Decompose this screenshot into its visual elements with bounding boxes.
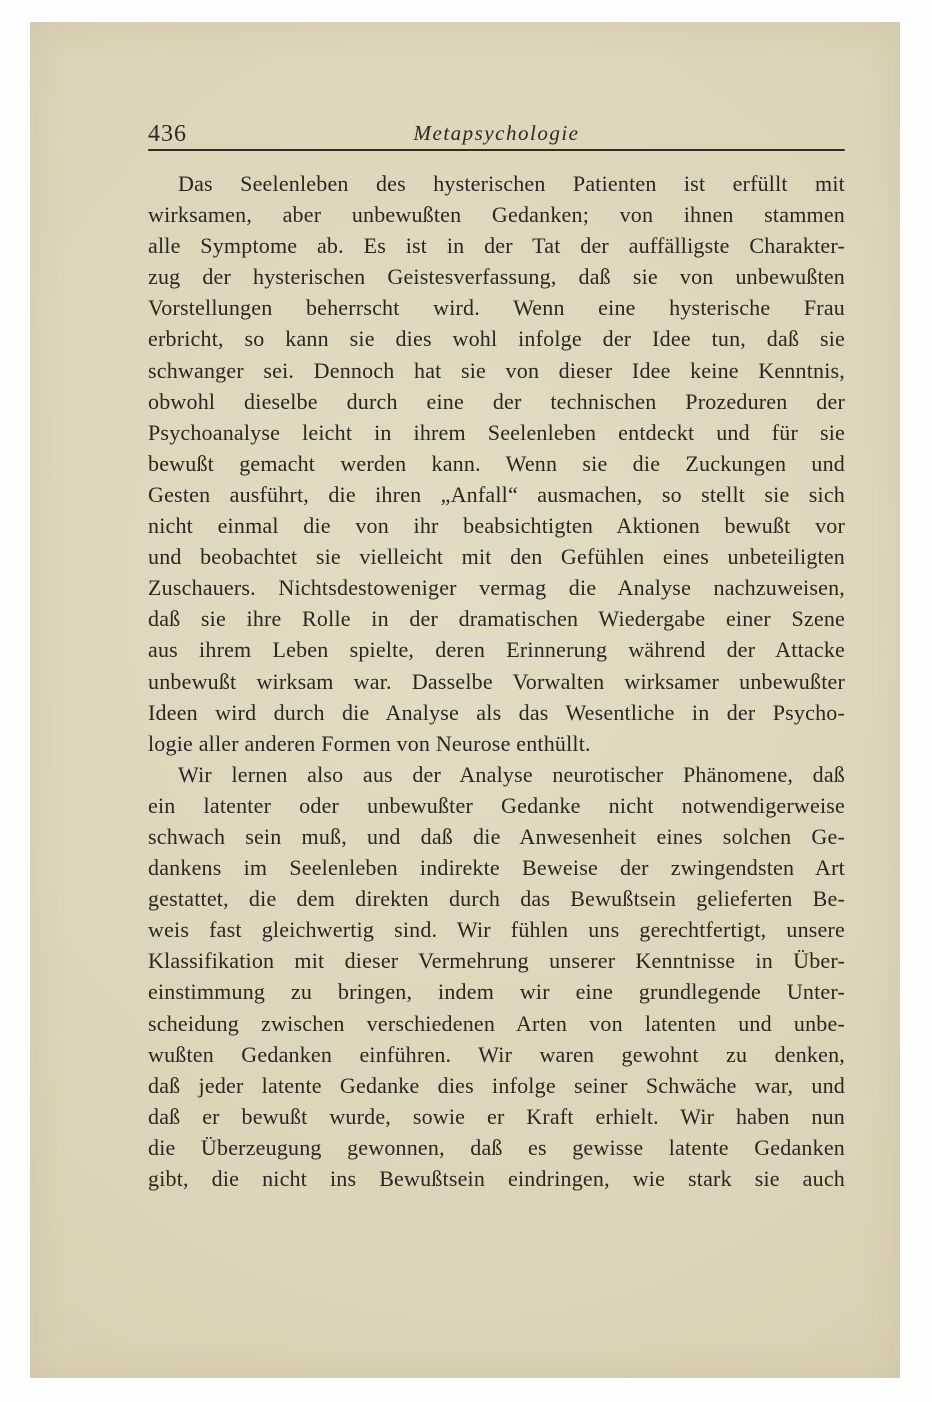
text-line: wirksamen, aber unbewußten Gedanken; von ihnen stammen: [148, 202, 845, 228]
text-line: scheidung zwischen verschiedenen Arten von latenten und unbe-: [148, 1010, 845, 1036]
text-line: obwohl dieselbe durch eine der technischen Prozeduren der: [148, 388, 845, 414]
text-line: schwanger sei. Dennoch hat sie von dieser Idee keine Kenntnis,: [148, 357, 845, 383]
text-line: wußten Gedanken einführen. Wir waren gewohnt zu denken,: [148, 1041, 845, 1067]
text-line: schwach sein muß, und daß die Anwesenheit eines solchen Ge-: [148, 823, 845, 849]
running-header: Metapsychologie: [413, 121, 580, 145]
page-header: [148, 110, 845, 148]
text-line: gibt, die nicht ins Bewußtsein eindringen, wie stark sie auch: [148, 1166, 845, 1191]
text-line: Zuschauers. Nichtsdestoweniger vermag die Analyse nachzuweisen,: [148, 575, 845, 601]
page-number: 436: [148, 121, 187, 147]
body-text: [148, 168, 845, 1194]
text-line: bewußt gemacht werden kann. Wenn sie die Zuckungen und: [148, 450, 845, 476]
text-line: Vorstellungen beherrscht wird. Wenn eine hysterische Frau: [148, 295, 845, 321]
text-line: Wir lernen also aus der Analyse neurotischer Phänomene, daß: [178, 761, 845, 787]
text-line: aus ihrem Leben spielte, deren Erinnerung während der Attacke: [148, 637, 845, 663]
text-line: Gesten ausführt, die ihren „Anfall“ ausmachen, so stellt sie sich: [148, 481, 845, 507]
text-line: einstimmung zu bringen, indem wir eine grundlegende Unter-: [148, 979, 845, 1005]
text-line: daß sie ihre Rolle in der dramatischen Wiedergabe einer Szene: [148, 606, 845, 632]
text-line: gestattet, die dem direkten durch das Bewußtsein gelieferten Be-: [148, 886, 845, 912]
text-line: ein latenter oder unbewußter Gedanke nicht notwendigerweise: [148, 792, 845, 818]
text-line: Ideen wird durch die Analyse als das Wesentliche in der Psycho-: [148, 699, 845, 725]
text-line: dankens im Seelenleben indirekte Beweise der zwingendsten Art: [148, 855, 845, 881]
text-line: weis fast gleichwertig sind. Wir fühlen uns gerechtfertigt, unsere: [148, 917, 845, 943]
text-line: Psychoanalyse leicht in ihrem Seelenleben entdeckt und für sie: [148, 419, 845, 445]
text-line: Klassifikation mit dieser Vermehrung unserer Kenntnisse in Über-: [148, 948, 845, 974]
book-page: [30, 22, 900, 1378]
text-line: nicht einmal die von ihr beabsichtigten Aktionen bewußt vor: [148, 513, 845, 539]
header-rule: [148, 149, 845, 151]
text-line: die Überzeugung gewonnen, daß es gewisse latente Gedanken: [148, 1134, 845, 1160]
text-line: erbricht, so kann sie dies wohl infolge der Idee tun, daß sie: [148, 326, 845, 352]
text-line: und beobachtet sie vielleicht mit den Gefühlen eines unbeteiligten: [148, 544, 845, 570]
text-line: logie aller anderen Formen von Neurose enthüllt.: [148, 730, 591, 756]
text-line: unbewußt wirksam war. Dasselbe Vorwalten wirksamer unbewußter: [148, 668, 845, 694]
text-line: zug der hysterischen Geistesverfassung, daß sie von unbewußten: [148, 264, 845, 290]
text-line: alle Symptome ab. Es ist in der Tat der auffälligste Charakter-: [148, 233, 845, 259]
text-line: Das Seelenleben des hysterischen Patienten ist erfüllt mit: [178, 171, 845, 196]
text-line: daß er bewußt wurde, sowie er Kraft erhielt. Wir haben nun: [148, 1103, 845, 1129]
text-line: daß jeder latente Gedanke dies infolge seiner Schwäche war, und: [148, 1072, 845, 1098]
